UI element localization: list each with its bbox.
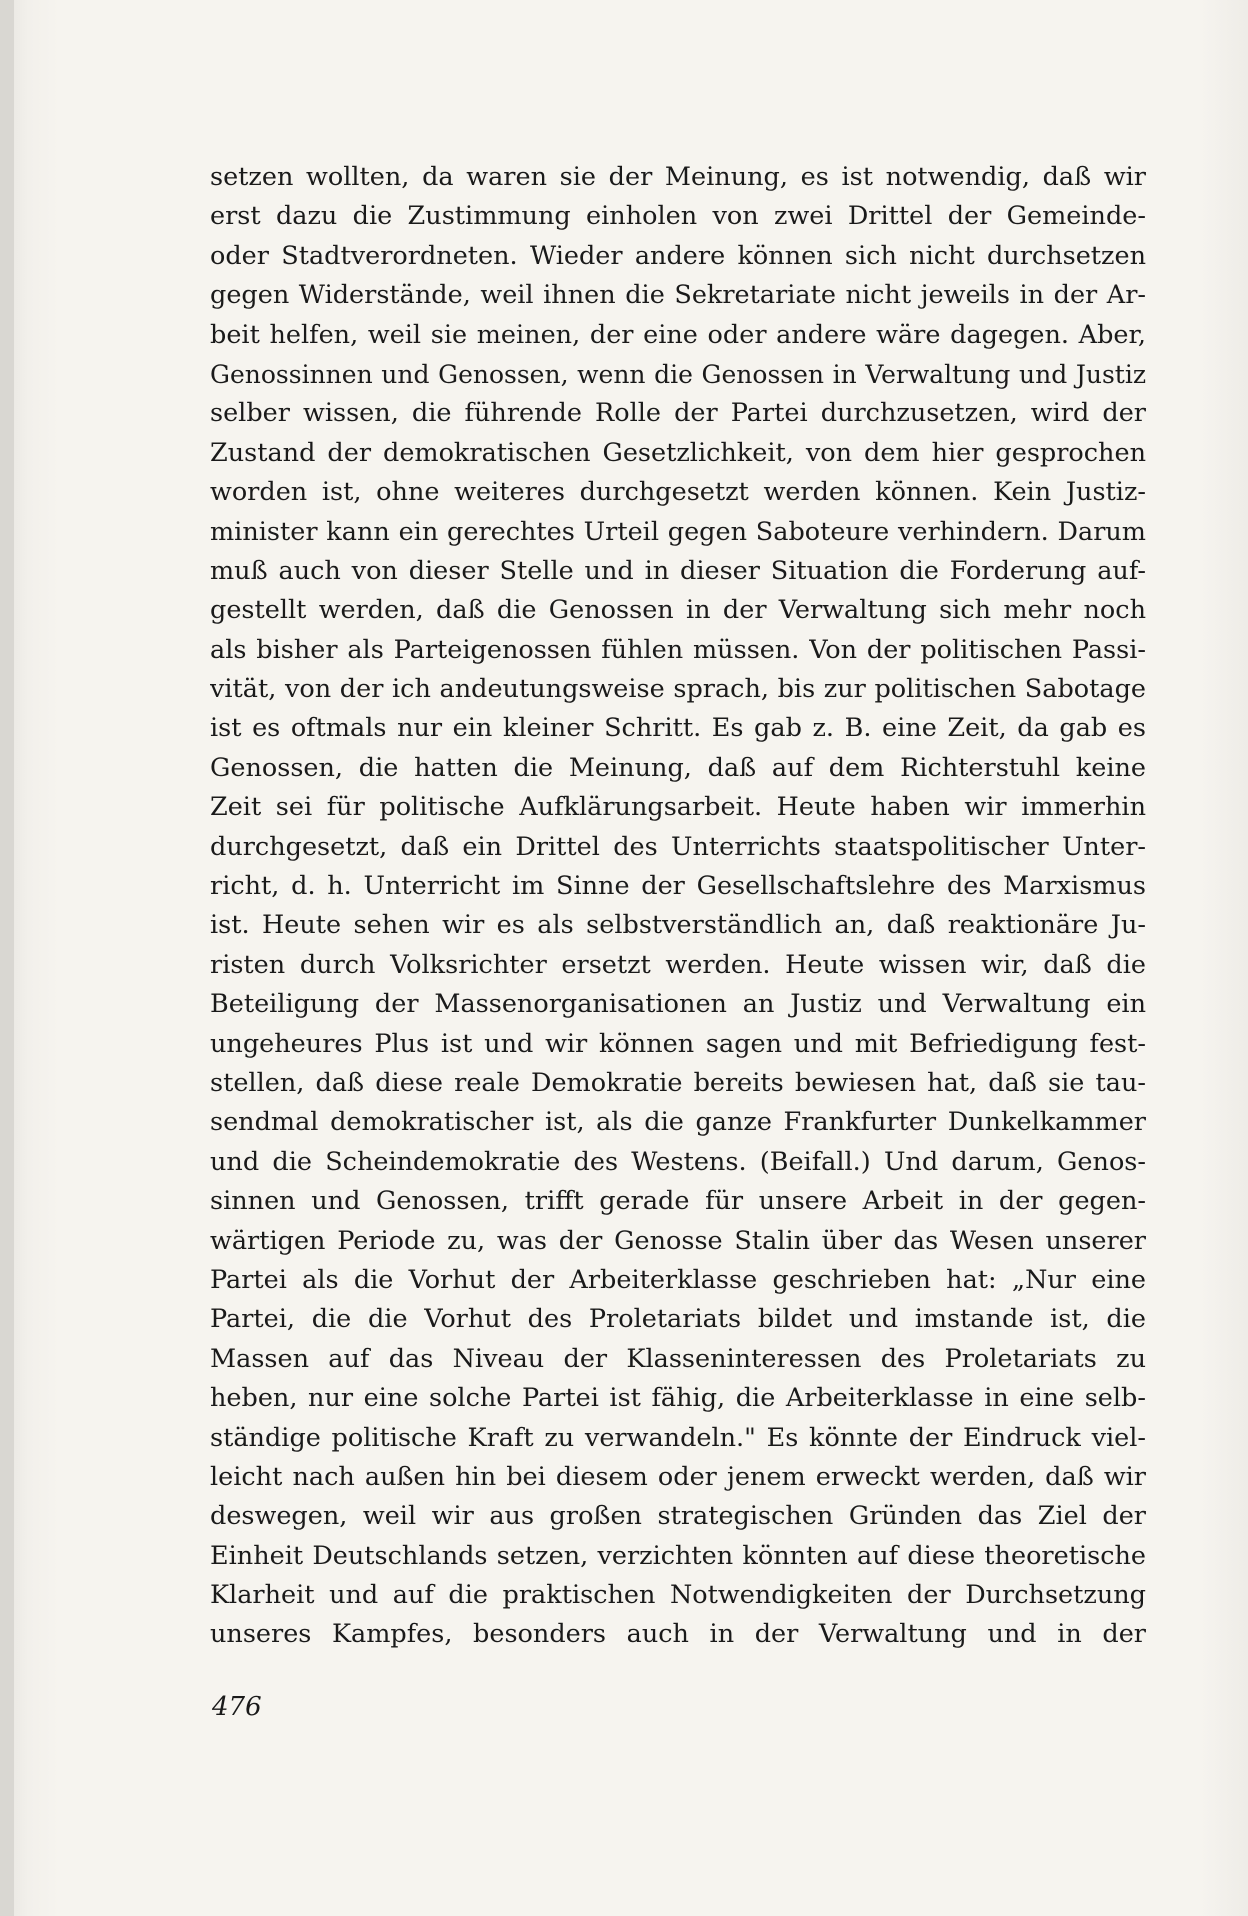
text-line: ständige politische Kraft zu verwandeln." Es könnte der Eindruck viel- — [210, 1422, 1146, 1453]
text-line: als bisher als Parteigenossen fühlen müssen. Von der politischen Passi- — [210, 634, 1146, 665]
text-line: Massen auf das Niveau der Klasseninteressen des Proletariats zu — [210, 1343, 1146, 1374]
text-line: ungeheures Plus ist und wir können sagen und mit Befriedigung fest- — [210, 1028, 1146, 1059]
text-line: leicht nach außen hin bei diesem oder jenem erweckt werden, daß wir — [210, 1461, 1146, 1492]
text-line: risten durch Volksrichter ersetzt werden. Heute wissen wir, daß die — [210, 949, 1146, 980]
text-line: ist es oftmals nur ein kleiner Schritt. Es gab z. B. eine Zeit, da gab es — [210, 713, 1146, 744]
text-line: Partei, die die Vorhut des Proletariats bildet und imstande ist, die — [210, 1304, 1146, 1335]
body-text — [210, 158, 1146, 1655]
text-line: oder Stadtverordneten. Wieder andere können sich nicht durchsetzen — [210, 240, 1146, 271]
text-line: Einheit Deutschlands setzen, verzichten könnten auf diese theoretische — [210, 1540, 1146, 1571]
text-line: worden ist, ohne weiteres durchgesetzt werden können. Kein Justiz- — [210, 477, 1146, 508]
text-line: gestellt werden, daß die Genossen in der Verwaltung sich mehr noch — [210, 595, 1146, 626]
text-line: selber wissen, die führende Rolle der Partei durchzusetzen, wird der — [210, 398, 1146, 429]
text-line: muß auch von dieser Stelle und in dieser Situation die Forderung auf- — [210, 555, 1146, 586]
text-line: Partei als die Vorhut der Arbeiterklasse geschrieben hat: „Nur eine — [210, 1264, 1146, 1295]
text-line: sendmal demokratischer ist, als die ganze Frankfurter Dunkelkammer — [210, 1107, 1146, 1138]
text-line: erst dazu die Zustimmung einholen von zwei Drittel der Gemeinde- — [210, 201, 1146, 232]
text-line: Genossinnen und Genossen, wenn die Genossen in Verwaltung und Justiz — [210, 359, 1146, 389]
text-line: Beteiligung der Massenorganisationen an Justiz und Verwaltung ein — [210, 989, 1146, 1020]
text-line: minister kann ein gerechtes Urteil gegen Saboteure verhindern. Darum — [210, 516, 1146, 547]
text-line: stellen, daß diese reale Demokratie bereits bewiesen hat, daß sie tau- — [210, 1067, 1146, 1098]
text-line: setzen wollten, da waren sie der Meinung, es ist notwendig, daß wir — [210, 162, 1146, 192]
text-line: wärtigen Periode zu, was der Genosse Stalin über das Wesen unserer — [210, 1225, 1146, 1256]
text-line: unseres Kampfes, besonders auch in der Verwaltung und in der — [210, 1619, 1146, 1650]
text-line: ist. Heute sehen wir es als selbstverständlich an, daß reaktionäre Ju- — [210, 910, 1146, 941]
page-binding-edge — [0, 0, 14, 1916]
text-line: heben, nur eine solche Partei ist fähig, die Arbeiterklasse in eine selb- — [210, 1383, 1146, 1414]
text-line: Klarheit und auf die praktischen Notwendigkeiten der Durchsetzung — [210, 1580, 1146, 1611]
text-line: durchgesetzt, daß ein Drittel des Unterrichts staatspolitischer Unter- — [210, 831, 1146, 862]
text-line: vität, von der ich andeutungsweise sprach, bis zur politischen Sabotage — [210, 674, 1146, 705]
text-line: deswegen, weil wir aus großen strategischen Gründen das Ziel der — [210, 1501, 1146, 1532]
text-line: sinnen und Genossen, trifft gerade für unsere Arbeit in der gegen- — [210, 1186, 1146, 1217]
page-number: 476 — [212, 1692, 262, 1722]
text-line: gegen Widerstände, weil ihnen die Sekretariate nicht jeweils in der Ar- — [210, 280, 1146, 311]
text-line: Zeit sei für politische Aufklärungsarbeit. Heute haben wir immerhin — [210, 792, 1146, 823]
text-line: beit helfen, weil sie meinen, der eine oder andere wäre dagegen. Aber, — [210, 319, 1146, 350]
text-line: Genossen, die hatten die Meinung, daß auf dem Richterstuhl keine — [210, 752, 1146, 783]
text-line: richt, d. h. Unterricht im Sinne der Gesellschaftslehre des Marxismus — [210, 871, 1146, 902]
text-line: Zustand der demokratischen Gesetzlichkeit, von dem hier gesprochen — [210, 437, 1146, 468]
text-line: und die Scheindemokratie des Westens. (Beifall.) Und darum, Genos- — [210, 1146, 1146, 1177]
